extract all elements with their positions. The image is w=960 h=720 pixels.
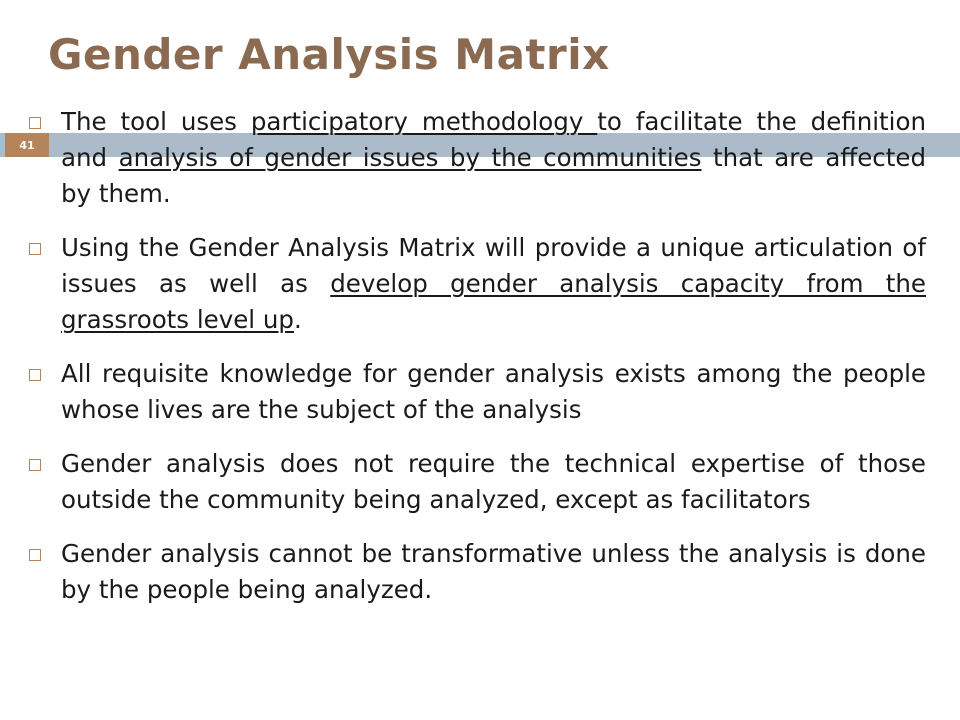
bullet-item bbox=[24, 230, 926, 338]
slide-number: 41 bbox=[5, 133, 49, 157]
square-bullet-icon bbox=[29, 549, 41, 561]
bullet-item bbox=[24, 536, 926, 608]
slide-title: Gender Analysis Matrix bbox=[48, 30, 610, 79]
bullet-item bbox=[24, 356, 926, 428]
square-bullet-icon bbox=[29, 243, 41, 255]
bullet-list bbox=[24, 104, 926, 626]
bullet-text: Gender analysis cannot be transformative unless the analysis is done by the people being analyzed. bbox=[61, 539, 926, 604]
bullet-text: Gender analysis does not require the technical expertise of those outside the community being analyzed, except as facilitators bbox=[61, 449, 926, 514]
bullet-text: Using the Gender Analysis Matrix will provide a unique articulation of issues as well as develop gender analysis capacity from the grassroots level up. bbox=[61, 233, 926, 334]
bullet-item bbox=[24, 104, 926, 212]
bullet-item bbox=[24, 446, 926, 518]
bullet-text: The tool uses participatory methodology to facilitate the definition and analysis of gender issues by the communities that are affected by them. bbox=[61, 107, 927, 208]
square-bullet-icon bbox=[29, 369, 41, 381]
bullet-text: All requisite knowledge for gender analysis exists among the people whose lives are the subject of the analysis bbox=[61, 359, 926, 424]
square-bullet-icon bbox=[29, 459, 41, 471]
square-bullet-icon bbox=[29, 117, 41, 129]
